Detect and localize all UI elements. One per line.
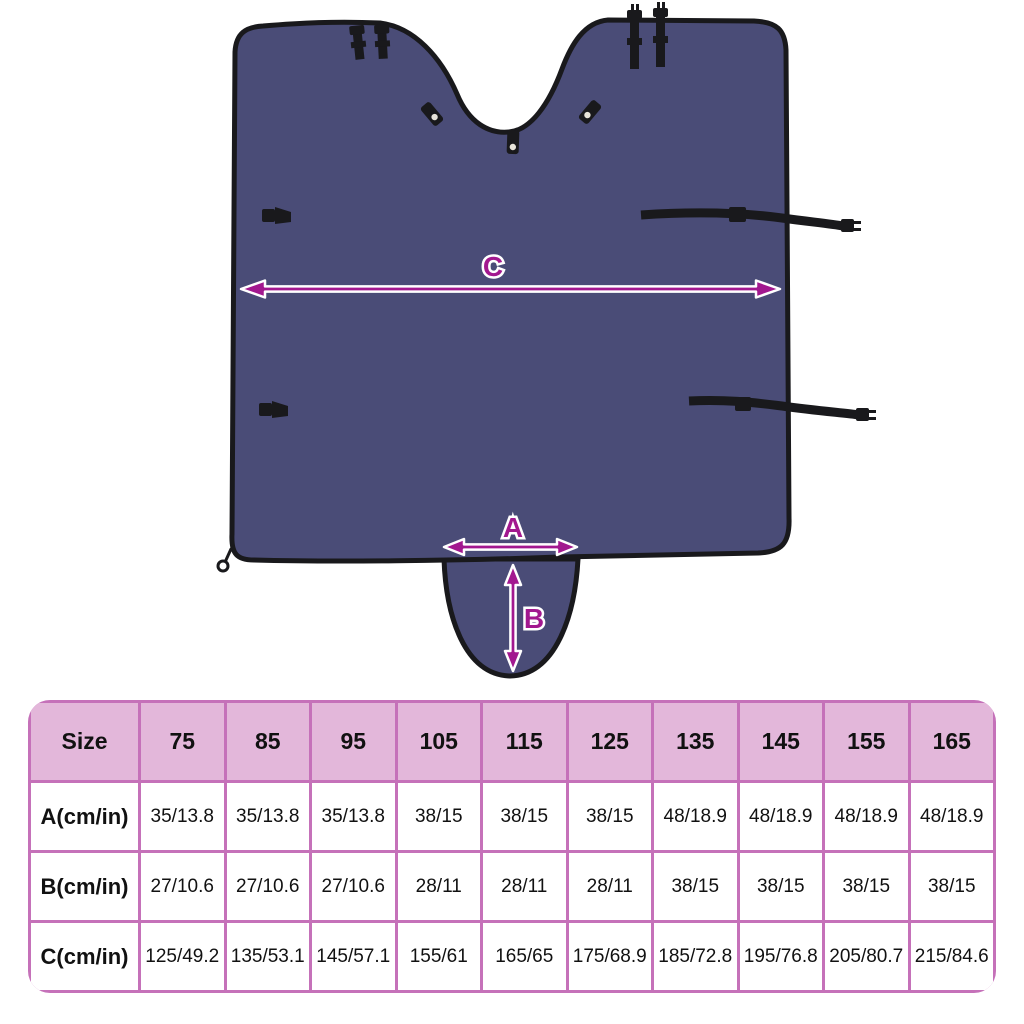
size-table-value: 185/72.8 (654, 923, 737, 990)
size-table-corner-header: Size (31, 703, 138, 780)
size-table-value: 175/68.9 (569, 923, 652, 990)
size-table-value: 38/15 (825, 853, 908, 920)
size-table-value: 195/76.8 (740, 923, 823, 990)
size-table-value: 165/65 (483, 923, 566, 990)
size-table-value: 48/18.9 (654, 783, 737, 850)
size-table-value: 48/18.9 (825, 783, 908, 850)
size-table-value: 28/11 (483, 853, 566, 920)
size-table-size-header: 155 (825, 703, 908, 780)
size-table-value: 28/11 (569, 853, 652, 920)
size-table-value: 27/10.6 (312, 853, 395, 920)
size-table-value: 38/15 (654, 853, 737, 920)
size-table-size-header: 125 (569, 703, 652, 780)
size-table-size-header: 75 (141, 703, 224, 780)
dimension-label-c: C (482, 251, 504, 282)
size-table-size-header: 115 (483, 703, 566, 780)
size-table-value: 35/13.8 (227, 783, 310, 850)
size-table-value: 38/15 (569, 783, 652, 850)
size-table-size-header: 85 (227, 703, 310, 780)
size-table-row-label: A(cm/in) (31, 783, 138, 850)
size-table-value: 38/15 (398, 783, 481, 850)
size-table-size-header: 145 (740, 703, 823, 780)
size-table-value: 215/84.6 (911, 923, 994, 990)
size-table-size-header: 105 (398, 703, 481, 780)
size-table-value: 48/18.9 (740, 783, 823, 850)
neck-snap-tab-center (507, 130, 520, 154)
dimension-label-a: A (502, 512, 524, 543)
size-table-size-header: 95 (312, 703, 395, 780)
size-table-value: 38/15 (911, 853, 994, 920)
size-table-value: 27/10.6 (141, 853, 224, 920)
size-table-value: 125/49.2 (141, 923, 224, 990)
size-table-row-label: B(cm/in) (31, 853, 138, 920)
size-table-value: 28/11 (398, 853, 481, 920)
size-table-value: 35/13.8 (312, 783, 395, 850)
size-table-size-header: 135 (654, 703, 737, 780)
size-table-size-header: 165 (911, 703, 994, 780)
size-table-value: 205/80.7 (825, 923, 908, 990)
zipper-pull (218, 549, 231, 571)
size-table-row-label: C(cm/in) (31, 923, 138, 990)
size-table-value: 35/13.8 (141, 783, 224, 850)
size-table-value: 48/18.9 (911, 783, 994, 850)
size-table-value: 38/15 (740, 853, 823, 920)
dimension-label-b: B (523, 603, 545, 634)
size-table-value: 145/57.1 (312, 923, 395, 990)
size-table-value: 135/53.1 (227, 923, 310, 990)
size-table (28, 700, 996, 993)
size-table-value: 27/10.6 (227, 853, 310, 920)
size-table-value: 38/15 (483, 783, 566, 850)
size-table-value: 155/61 (398, 923, 481, 990)
